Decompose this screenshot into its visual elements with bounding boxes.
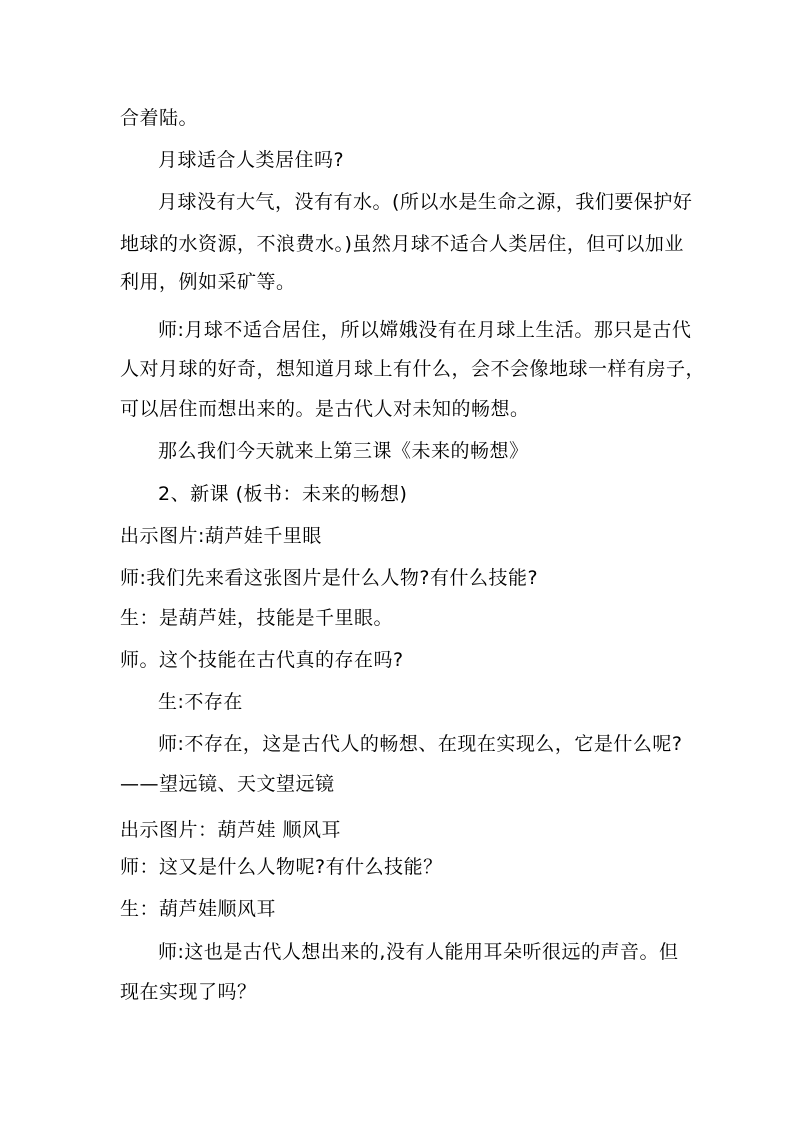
text-line: ——望远镜、天文望远镜 xyxy=(120,773,335,795)
text-line: 月球适合人类居住吗? xyxy=(158,149,345,171)
text-line: 合着陆。 xyxy=(120,107,199,129)
text-line: 师:不存在，这是古代人的畅想、在现在实现么，它是什么呢? xyxy=(158,733,683,755)
text-line: 利用，例如采矿等。 xyxy=(120,271,296,293)
text-line: 2、新课 (板书：未来的畅想) xyxy=(158,483,408,505)
text-line: 师:我们先来看这张图片是什么人物?有什么技能? xyxy=(120,567,539,589)
text-line: 出示图片：葫芦娃 顺风耳 xyxy=(120,819,342,841)
text-line: 出示图片:葫芦娃千里眼 xyxy=(120,525,322,547)
text-line: 师：这又是什么人物呢?有什么技能？ xyxy=(120,856,443,878)
text-line: 生：葫芦娃顺风耳 xyxy=(120,898,277,920)
text-line: 师。这个技能在古代真的存在吗? xyxy=(120,649,404,671)
text-line: 生:不存在 xyxy=(158,691,243,713)
text-line: 那么我们今天就来上第三课《未来的畅想》 xyxy=(158,440,529,462)
text-line: 师:月球不适合居住，所以嫦娥没有在月球上生活。那只是古代 xyxy=(158,319,692,341)
text-line: 地球的水资源，不浪费水。)虽然月球不适合人类居住，但可以加业 xyxy=(120,233,684,255)
text-line: 月球没有大气，没有有水。(所以水是生命之源，我们要保护好 xyxy=(158,191,693,213)
text-line: 生：是葫芦娃，技能是千里眼。 xyxy=(120,607,394,629)
text-line: 现在实现了吗？ xyxy=(120,981,257,1003)
text-line: 可以居住而想出来的。是古代人对未知的畅想。 xyxy=(120,398,530,420)
text-line: 师:这也是古代人想出来的,没有人能用耳朵听很远的声音。但 xyxy=(158,941,679,963)
text-line: 人对月球的好奇，想知道月球上有什么，会不会像地球一样有房子， xyxy=(120,358,706,380)
